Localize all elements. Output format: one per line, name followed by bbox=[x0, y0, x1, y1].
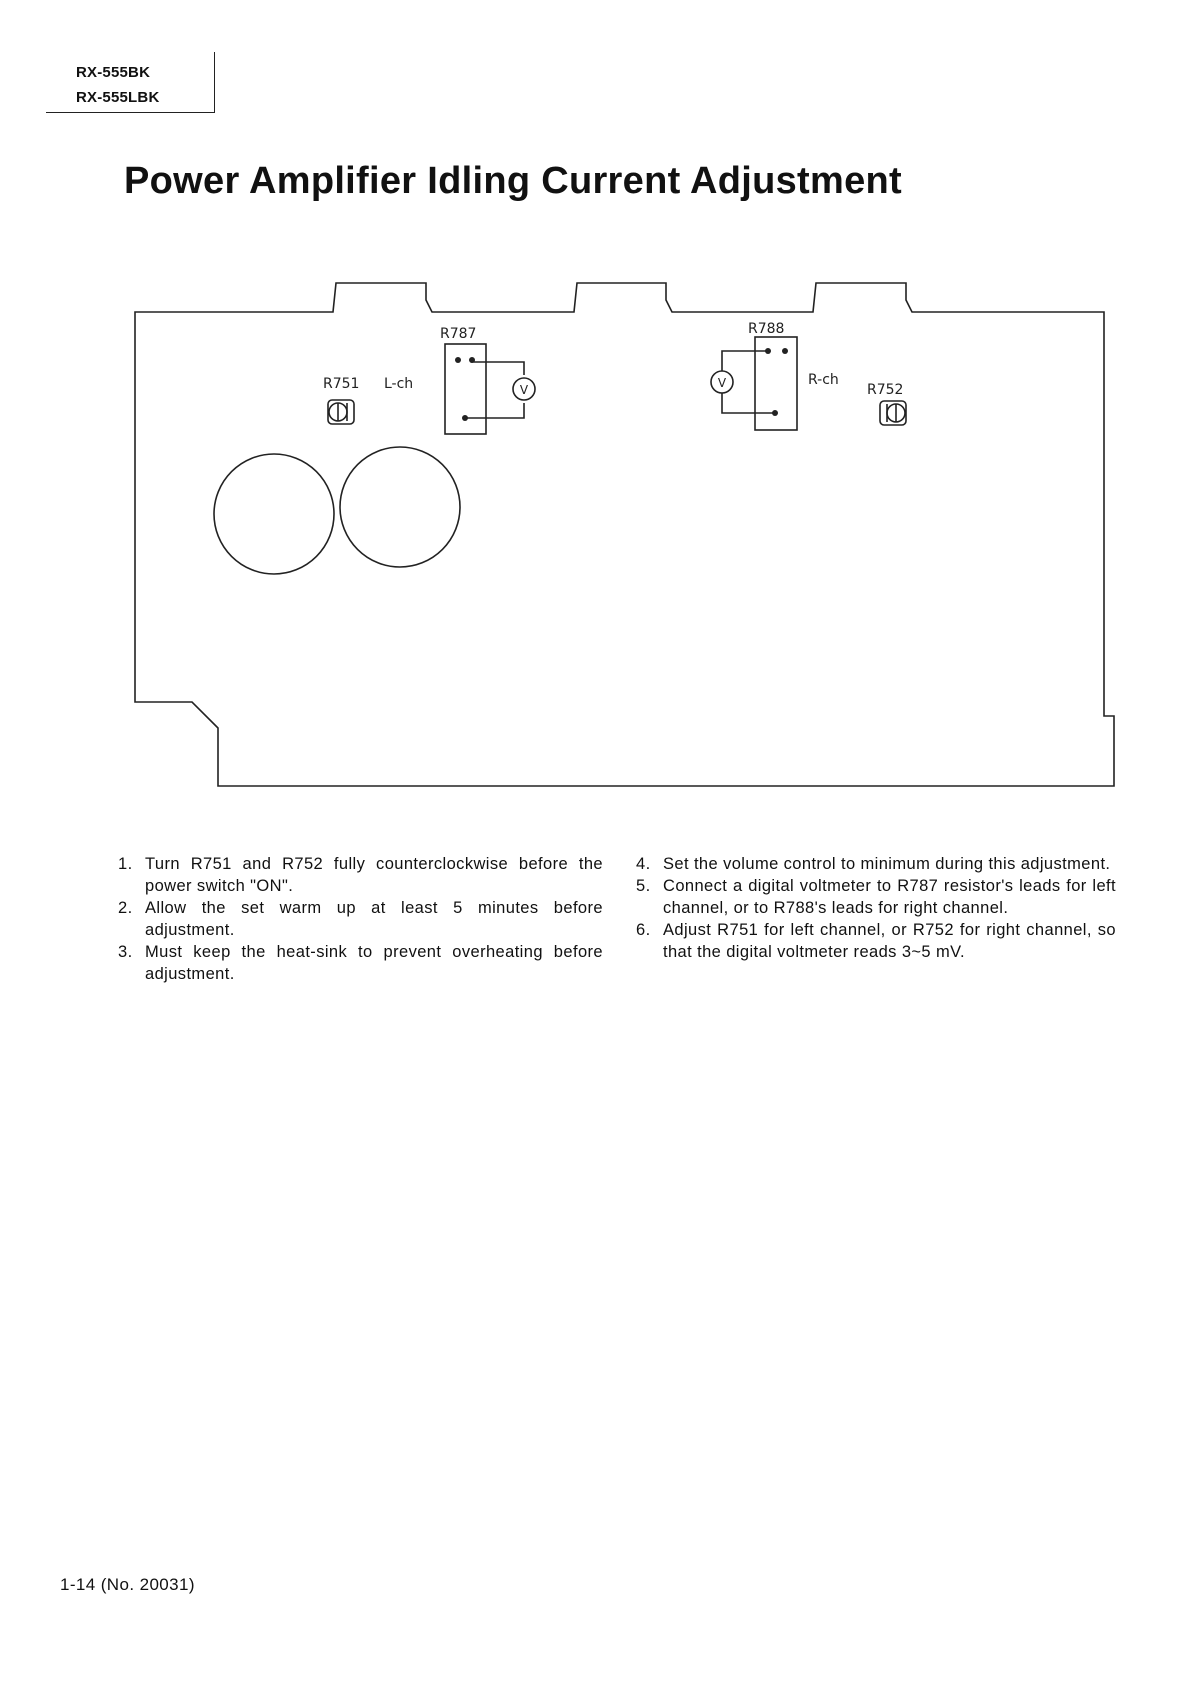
instruction-list-left bbox=[118, 853, 603, 985]
capacitor-left bbox=[214, 454, 334, 574]
step-text: Adjust R751 for left channel, or R752 for right channel, so that the digital voltmeter reads 3~5 mV. bbox=[663, 921, 1116, 961]
r-voltmeter-lead-bottom bbox=[722, 393, 775, 413]
step-number: 4. bbox=[636, 855, 651, 873]
r788-label: R788 bbox=[748, 321, 785, 337]
model-number-2: RX-555LBK bbox=[76, 89, 160, 106]
r788-pad-3 bbox=[772, 410, 778, 416]
instruction-step bbox=[636, 853, 1116, 875]
r-voltmeter-lead-top bbox=[722, 351, 768, 371]
l-voltmeter-label: V bbox=[519, 383, 529, 397]
capacitor-right bbox=[340, 447, 460, 567]
pcb-board-outline bbox=[135, 283, 1114, 786]
r787-pad-1 bbox=[455, 357, 461, 363]
page-footer: 1-14 (No. 20031) bbox=[60, 1575, 195, 1594]
step-number: 1. bbox=[118, 855, 133, 873]
step-text: Set the volume control to minimum during this adjustment. bbox=[663, 855, 1111, 873]
instruction-step bbox=[118, 853, 603, 897]
step-number: 6. bbox=[636, 921, 651, 939]
instruction-list-right bbox=[636, 853, 1116, 963]
instruction-step bbox=[118, 941, 603, 985]
step-text: Must keep the heat-sink to prevent overheating before adjustment. bbox=[145, 943, 603, 983]
step-number: 3. bbox=[118, 943, 133, 961]
r788-pad-2 bbox=[782, 348, 788, 354]
r-ch-label: R-ch bbox=[808, 372, 839, 388]
step-number: 5. bbox=[636, 877, 651, 895]
step-text: Connect a digital voltmeter to R787 resistor's leads for left channel, or to R788's leads for right channel. bbox=[663, 877, 1116, 917]
r787-pad-3 bbox=[462, 415, 468, 421]
r787-pad-2 bbox=[469, 357, 475, 363]
l-voltmeter-lead-bottom bbox=[465, 403, 524, 418]
r787-label: R787 bbox=[440, 326, 477, 342]
model-number-1: RX-555BK bbox=[76, 64, 151, 81]
instruction-step bbox=[636, 919, 1116, 963]
instruction-step bbox=[636, 875, 1116, 919]
r752-label: R752 bbox=[867, 382, 904, 398]
instruction-step bbox=[118, 897, 603, 941]
pcb-diagram bbox=[0, 0, 1190, 820]
step-number: 2. bbox=[118, 899, 133, 917]
r788-pad-1 bbox=[765, 348, 771, 354]
r-voltmeter-label: V bbox=[717, 376, 727, 390]
step-text: Turn R751 and R752 fully counterclockwise before the power switch "ON". bbox=[145, 855, 603, 895]
r751-label: R751 bbox=[323, 376, 360, 392]
page-title: Power Amplifier Idling Current Adjustment bbox=[124, 160, 902, 202]
l-ch-label: L-ch bbox=[384, 376, 414, 392]
step-text: Allow the set warm up at least 5 minutes before adjustment. bbox=[145, 899, 603, 939]
l-voltmeter-lead-top bbox=[472, 360, 524, 375]
